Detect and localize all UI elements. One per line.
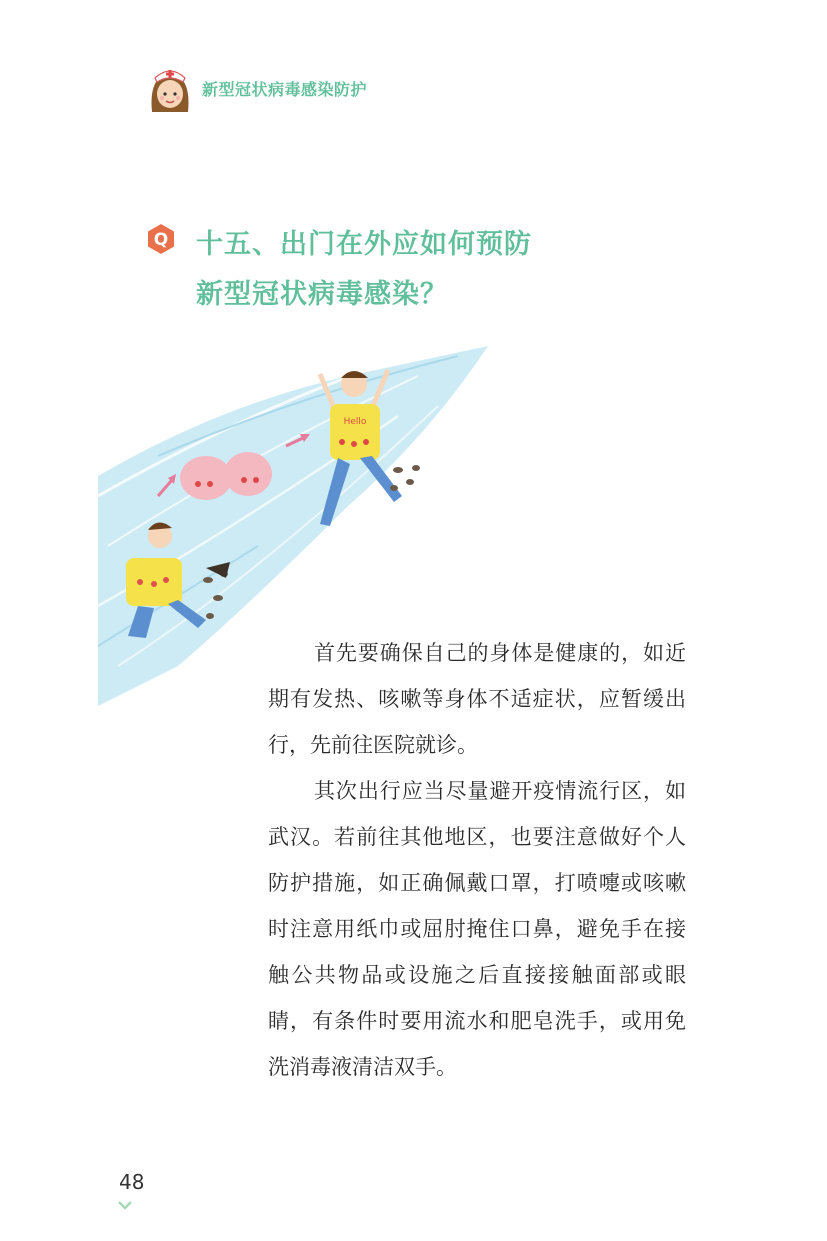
body-paragraph-1: 首先要确保自己的身体是健康的，如近期有发热、咳嗽等身体不适症状，应暂缓出行，先前往医院就诊。 xyxy=(268,641,686,757)
body-paragraph-2: 其次出行应当尽量避开疫情流行区，如武汉。若前往其他地区，也要注意做好个人防护措施，如正确佩戴口罩，打喷嚏或咳嗽时注意用纸巾或屈肘掩住口鼻，避免手在接触公共物品或设施之后直接接触面部或眼睛，有条件时要用流水和肥皂洗手，或用免洗消毒液清洁双手。 xyxy=(268,779,686,1079)
nurse-avatar-icon xyxy=(146,62,194,114)
question-badge-letter: Q xyxy=(153,230,169,250)
body-text xyxy=(268,630,686,1090)
page-number: 48 xyxy=(119,1170,145,1194)
chevron-down-icon xyxy=(117,1200,133,1210)
question-badge-icon xyxy=(146,223,176,255)
question-title xyxy=(196,220,716,320)
germ-swarm-right xyxy=(390,465,420,491)
header-title: 新型冠状病毒感染防护 xyxy=(202,79,368,99)
question-title-line-2: 新型冠状病毒感染？ xyxy=(196,279,448,310)
question-title-line-1: 十五、出门在外应如何预防 xyxy=(196,229,532,260)
shirt-banner-text: Hello xyxy=(343,417,367,427)
running-header xyxy=(146,62,367,114)
